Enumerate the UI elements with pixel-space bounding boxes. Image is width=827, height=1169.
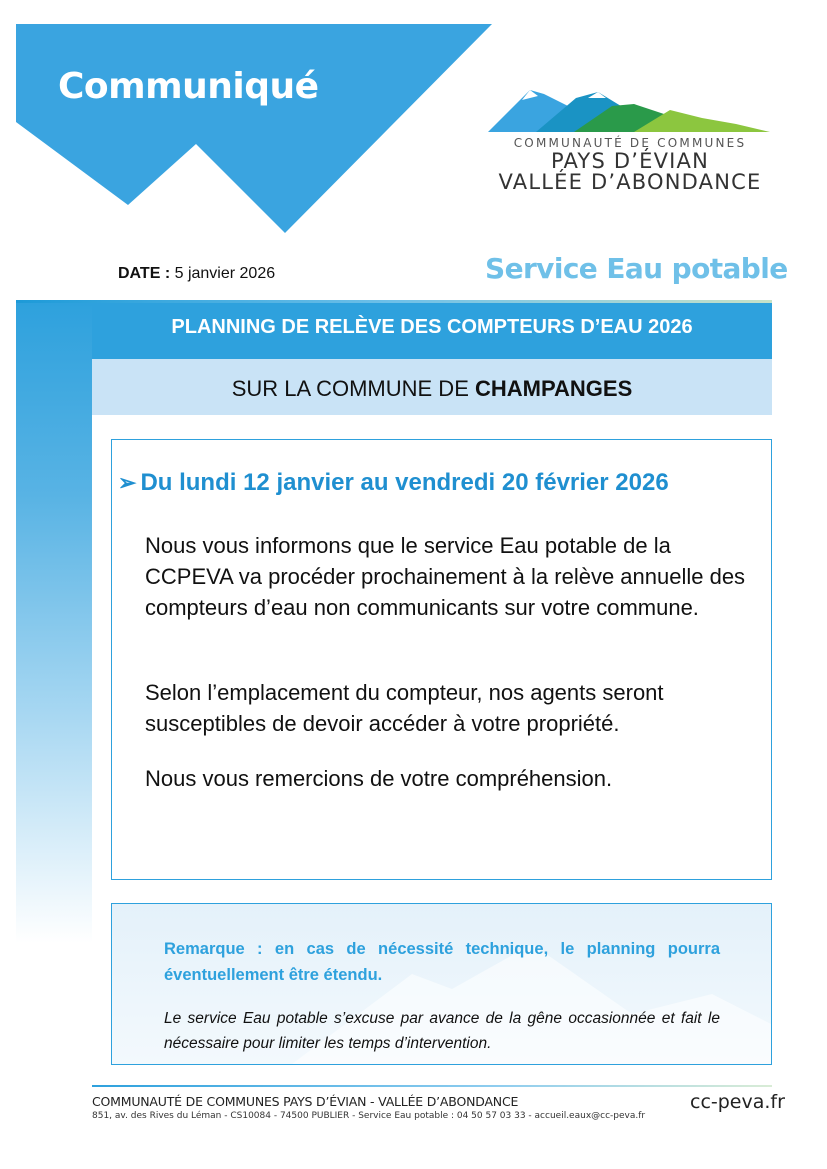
footer-organization: COMMUNAUTÉ DE COMMUNES PAYS D’ÉVIAN - VALLÉE D’ABONDANCE (92, 1094, 519, 1109)
notice-paragraph-2: Selon l’emplacement du compteur, nos agents seront susceptibles de devoir accéder à votre propriété. (145, 680, 664, 736)
date-line (118, 265, 275, 283)
date-label: DATE : (118, 265, 171, 282)
logo-line-communaute: COMMUNAUTÉ DE COMMUNES (513, 136, 747, 150)
commune-banner-title (92, 376, 772, 402)
ccpeva-logo (484, 84, 776, 140)
logo-line-pays-evian: PAYS D’ÉVIAN (550, 149, 710, 173)
notice-paragraph-3: Nous vous remercions de votre compréhension. (145, 766, 613, 791)
arrow-bullet-icon: ➢ (118, 470, 137, 495)
commune-name: CHAMPANGES (475, 376, 633, 401)
header-banner-shape (0, 0, 500, 240)
date-value: 5 janvier 2026 (174, 265, 276, 282)
excuse-text: Le service Eau potable s’excuse par avance de la gêne occasionnée et fait le nécessaire pour limiter les temps d’intervention. (164, 1010, 720, 1052)
service-title: Service Eau potable (485, 252, 788, 285)
commune-prefix: SUR LA COMMUNE DE (231, 376, 469, 401)
logo-line-vallee-abondance: VALLÉE D’ABONDANCE (498, 170, 762, 194)
notice-box (111, 439, 772, 880)
left-decorative-strip (16, 303, 92, 943)
page-title: Communiqué (58, 66, 319, 107)
period-heading (118, 469, 669, 497)
footer-website-link[interactable]: cc-peva.fr (690, 1091, 785, 1113)
remark-text: Remarque : en cas de nécessité technique, le planning pourra éventuellement être étendu. (164, 940, 720, 984)
footer-address: 851, av. des Rives du Léman - CS10084 - 74500 PUBLIER - Service Eau potable : 04 50 57 03 33 - accueil.eaux@cc-peva.fr (92, 1111, 646, 1121)
planning-banner-title: PLANNING DE RELÈVE DES COMPTEURS D’EAU 2026 (171, 316, 693, 338)
notice-paragraph-1: Nous vous informons que le service Eau potable de la CCPEVA va procéder prochainement à la relève annuelle des compteurs d’eau non communicants sur votre commune. (145, 533, 746, 620)
footer-divider (92, 1085, 772, 1087)
period-text: Du lundi 12 janvier au vendredi 20 février 2026 (140, 469, 669, 496)
